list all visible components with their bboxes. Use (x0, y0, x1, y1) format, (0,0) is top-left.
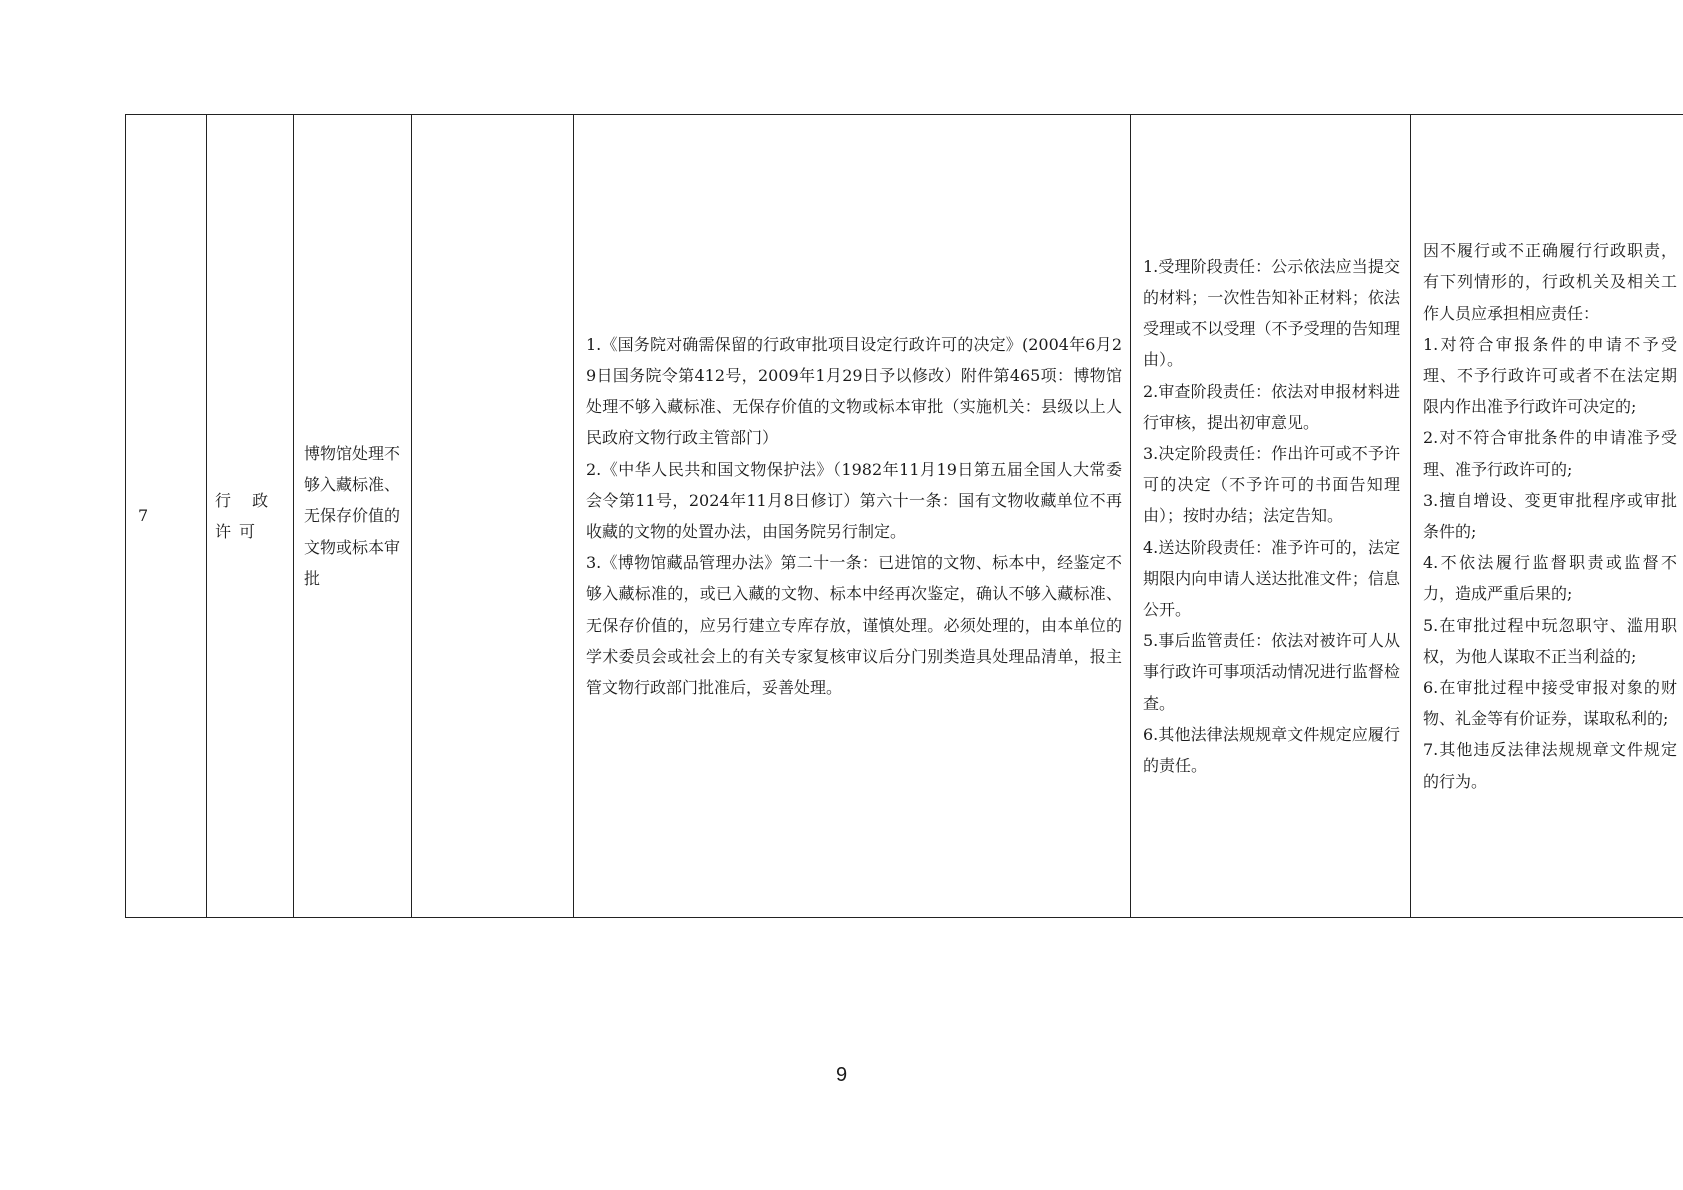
responsibility-item-4: 4.送达阶段责任：准予许可的，法定期限内向申请人送达批准文件；信息公开。 (1143, 537, 1400, 619)
responsibility-cell (1131, 115, 1411, 918)
sub-item-cell (412, 115, 574, 918)
responsibility-item-2: 2.审查阶段责任：依法对申报材料进行审核，提出初审意见。 (1143, 381, 1400, 432)
accountability-item-2: 2.对不符合审批条件的申请准予受理、准予行政许可的; (1423, 428, 1677, 479)
accountability-item-4: 4.不依法履行监督职责或监督不力，造成严重后果的; (1423, 553, 1677, 604)
accountability-cell (1411, 115, 1683, 918)
legal-basis-cell (574, 115, 1131, 918)
accountability-intro: 因不履行或不正确履行行政职责，有下列情形的，行政机关及相关工作人员应承担相应责任： (1423, 241, 1677, 323)
accountability-item-5: 5.在审批过程中玩忽职守、滥用职权，为他人谋取不正当利益的; (1423, 615, 1677, 666)
category-cell (207, 115, 294, 918)
table-row (126, 115, 1683, 918)
basis-item-2: 2.《中华人民共和国文物保护法》（1982年11月19日第五届全国人大常委会令第11号，2024年11月8日修订）第六十一条：国有文物收藏单位不再收藏的文物的处置办法，由国务院另行制定。 (586, 459, 1122, 541)
item-name-cell (294, 115, 412, 918)
item-name-text: 博物馆处理不够入藏标准、无保存价值的文物或标本审批 (304, 443, 401, 588)
accountability-item-6: 6.在审批过程中接受审报对象的财物、礼金等有价证券，谋取私利的; (1423, 678, 1677, 729)
accountability-item-3: 3.擅自增设、变更审批程序或审批条件的; (1423, 490, 1677, 541)
accountability-item-7: 7.其他违反法律法规规章文件规定的行为。 (1423, 740, 1677, 791)
page-number: 9 (835, 1064, 848, 1086)
responsibility-item-1: 1.受理阶段责任：公示依法应当提交的材料；一次性告知补正材料；依法受理或不以受理（不予受理的告知理由）。 (1143, 256, 1400, 370)
power-list-table (125, 114, 1683, 918)
row-number: 7 (138, 506, 149, 526)
basis-item-3: 3.《博物馆藏品管理办法》第二十一条：已进馆的文物、标本中，经鉴定不够入藏标准的，或已入藏的文物、标本中经再次鉴定，确认不够入藏标准、无保存价值的，应另行建立专库存放，谨慎处理。必须处理的，由本单位的学术委员会或社会上的有关专家复核审议后分门别类造具处理品清单，报主管文物行政部门批准后，妥善处理。 (586, 553, 1122, 698)
responsibility-item-5: 5.事后监管责任：依法对被许可人从事行政许可事项活动情况进行监督检查。 (1143, 631, 1400, 713)
basis-item-1: 1.《国务院对确需保留的行政审批项目设定行政许可的决定》(2004年6月29日国务院令第412号，2009年1月29日予以修改）附件第465项：博物馆处理不够入藏标准、无保存价值的文物或标本审批（实施机关：县级以上人民政府文物行政主管部门） (586, 334, 1122, 448)
responsibility-item-6: 6.其他法律法规规章文件规定应履行的责任。 (1143, 724, 1400, 776)
accountability-item-1: 1.对符合审报条件的申请不予受理、不予行政许可或者不在法定期限内作出准予行政许可决定的; (1423, 334, 1677, 417)
row-number-cell (126, 115, 207, 918)
responsibility-item-3: 3.决定阶段责任：作出许可或不予许可的决定（不予许可的书面告知理由）；按时办结；法定告知。 (1143, 443, 1400, 526)
category-text: 行 政许可 (215, 490, 277, 541)
